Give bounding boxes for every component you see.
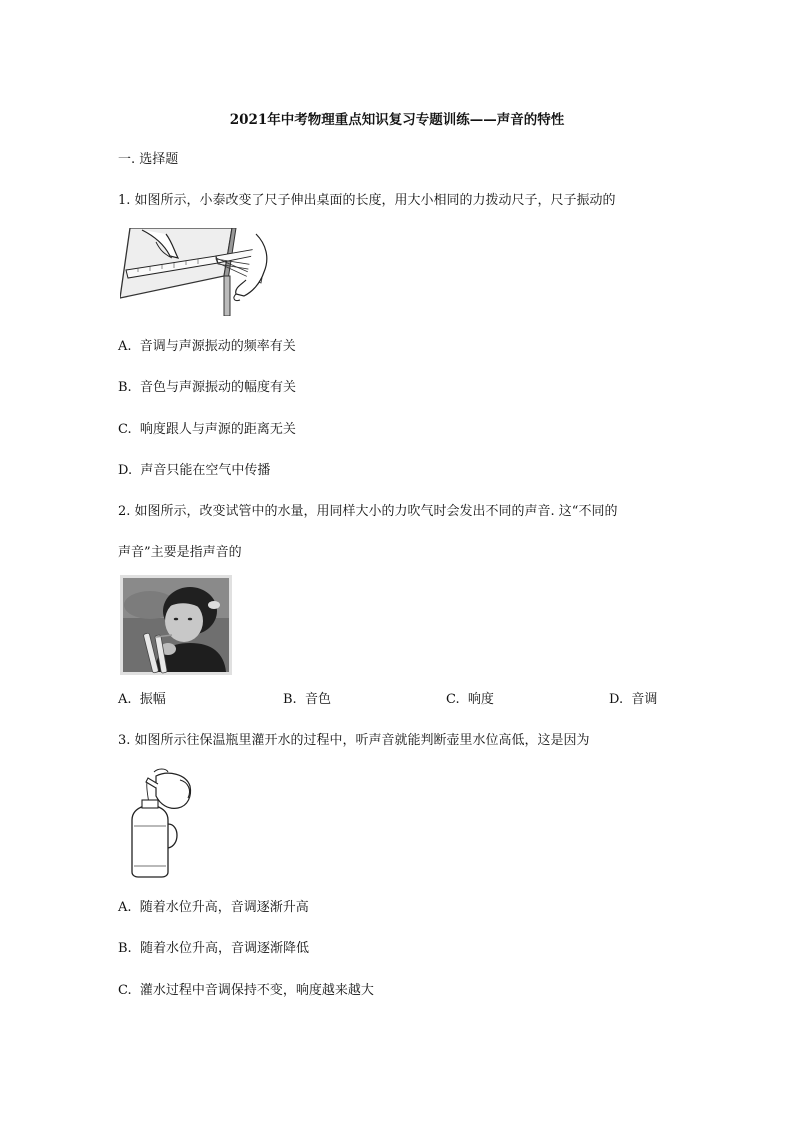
option-letter: B. (118, 380, 132, 395)
option-letter: D. (609, 692, 624, 707)
option-text: 音色与声源振动的幅度有关 (139, 380, 296, 395)
question-1-stem: 1. 如图所示，小泰改变了尺子伸出桌面的长度，用大小相同的力拨动尺子，尺子振动的 (118, 193, 616, 208)
option-text: 音调与声源振动的频率有关 (139, 339, 296, 354)
question-3-option-a (118, 900, 309, 916)
option-text: 声音只能在空气中传播 (140, 463, 271, 478)
option-letter: D. (118, 463, 133, 478)
option-text: 音调 (631, 692, 658, 707)
question-2-option-d (609, 692, 657, 708)
question-2-option-b (283, 692, 331, 708)
question-2-option-a (118, 692, 166, 708)
question-3-option-c (118, 983, 374, 999)
question-2-option-c (446, 692, 494, 708)
question-3-stem: 3. 如图所示往保温瓶里灌开水的过程中，听声音就能判断壶里水位高低，这是因为 (118, 733, 590, 748)
option-text: 随着水位升高，音调逐渐升高 (139, 900, 309, 915)
option-letter: A. (118, 900, 132, 915)
question-3-option-b (118, 941, 309, 957)
question-2-stem-line-2: 声音”主要是指声音的 (118, 545, 242, 560)
question-1-option-c (118, 422, 296, 438)
question-1-option-a (118, 339, 296, 355)
girl-blowing-test-tube-photo (120, 575, 232, 675)
question-1-option-b (118, 380, 296, 396)
option-letter: B. (118, 941, 132, 956)
option-text: 响度 (467, 692, 494, 707)
option-letter: A. (118, 339, 132, 354)
question-1-option-d (118, 463, 270, 479)
page-title: 2021年中考物理重点知识复习专题训练——声音的特性 (229, 112, 565, 128)
ruler-on-desk-figure (120, 228, 272, 316)
option-text: 振幅 (139, 692, 166, 707)
option-text: 响度跟人与声源的距离无关 (139, 422, 296, 437)
option-text: 灌水过程中音调保持不变，响度越来越大 (139, 983, 374, 998)
option-text: 音色 (304, 692, 331, 707)
question-2-stem-line-1: 2. 如图所示，改变试管中的水量，用同样大小的力吹气时会发出不同的声音. 这“不同的 (118, 504, 618, 519)
option-letter: A. (118, 692, 132, 707)
option-letter: C. (446, 692, 460, 707)
option-letter: C. (118, 983, 132, 998)
section-heading: 一. 选择题 (118, 152, 179, 167)
thermos-filling-figure (122, 766, 194, 878)
option-letter: B. (283, 692, 297, 707)
option-letter: C. (118, 422, 132, 437)
option-text: 随着水位升高，音调逐渐降低 (139, 941, 309, 956)
